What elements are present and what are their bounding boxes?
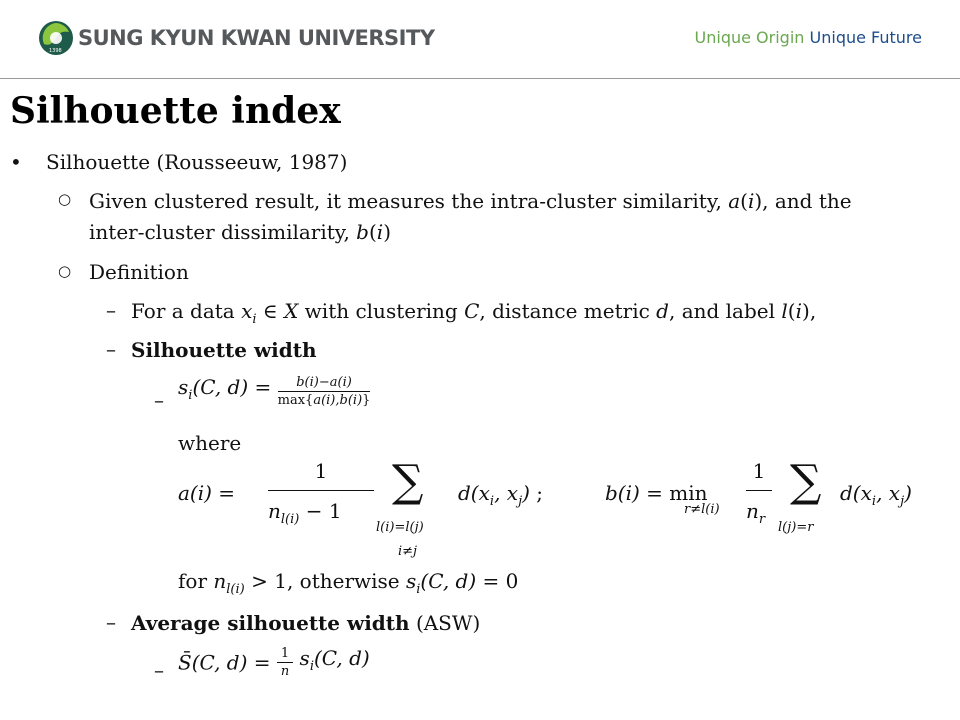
b-min-index: r≠l(i) (684, 502, 720, 517)
dash-bullet: – (106, 610, 116, 634)
b-fraction-numerator: 1 (752, 459, 766, 483)
summation-b-index: l(j)=r (778, 520, 814, 535)
b-formula-lhs: b(i) = min (605, 481, 708, 505)
a-fraction-denominator: $n_{l(i)} - 1$ (268, 499, 342, 527)
silhouette-width-heading: Silhouette width (131, 338, 317, 362)
slide-title: Silhouette index (10, 90, 341, 132)
sub-bullet-circle: ○ (58, 262, 72, 280)
summation-a-index: l(i)=l(j) (376, 520, 424, 535)
silhouette-fraction: $\frac{b(i)-a(i)}{\max\{a(i),b(i)\}}$ (277, 375, 371, 408)
asw-fraction: $\frac{1}{n}$ (277, 645, 293, 680)
dash-bullet: – (154, 388, 164, 412)
sub-bullet-given-line2: inter-cluster dissimilarity, b(i) (89, 220, 392, 244)
where-label: where (178, 431, 242, 455)
slide-header (0, 0, 960, 79)
asw-formula: S̄(C, d) = $\frac{1}{n}$ $s_i(C$, d) (178, 646, 370, 679)
a-fraction-numerator: 1 (314, 459, 328, 483)
dash-bullet: – (154, 658, 164, 682)
bullet-silhouette: Silhouette (Rousseeuw, 1987) (46, 150, 348, 174)
slogan (695, 28, 922, 47)
summation-a: ∑ (392, 456, 424, 507)
summation-b: ∑ (790, 456, 822, 507)
asw-heading: Average silhouette width (ASW) (131, 611, 481, 635)
b-formula-term: $d(x_i$, $x_j$) (840, 481, 912, 509)
a-fraction-bar (268, 490, 374, 491)
b-fraction-bar (746, 490, 772, 491)
definition-data-line: For a data $x_i$ ∈ X with clustering C, distance metric d, and label l(i), (131, 299, 817, 327)
sub-bullet-definition: Definition (89, 260, 189, 284)
a-formula-lhs: a(i) = (178, 481, 236, 505)
university-name: SUNG KYUN KWAN UNIVERSITY (78, 26, 435, 50)
summation-a-index2: i≠j (398, 544, 418, 559)
slogan-future: Unique Future (809, 28, 922, 47)
sub-bullet-circle: ○ (58, 190, 72, 208)
bullet-dot: • (10, 150, 22, 174)
sub-bullet-given: Given clustered result, it measures the intra-cluster similarity, a(i), and the (89, 189, 852, 213)
dash-bullet: – (106, 298, 116, 322)
dash-bullet: – (106, 337, 116, 361)
slogan-origin: Unique Origin (694, 28, 805, 47)
silhouette-formula: $s_i(C$, d) = $\frac{b(i)-a(i)}{\max\{a(i),b(i)\}}$ (178, 375, 371, 408)
a-formula-term: $d(x_i$, $x_j$) ; (458, 481, 544, 509)
svg-text:1398: 1398 (49, 48, 62, 54)
condition-line: for $n_{l(i)} > 1$, otherwise $s_i(C$, d) = 0 (178, 569, 519, 597)
university-logo-icon (38, 20, 74, 56)
b-fraction-denominator: $n_r$ (746, 499, 766, 527)
